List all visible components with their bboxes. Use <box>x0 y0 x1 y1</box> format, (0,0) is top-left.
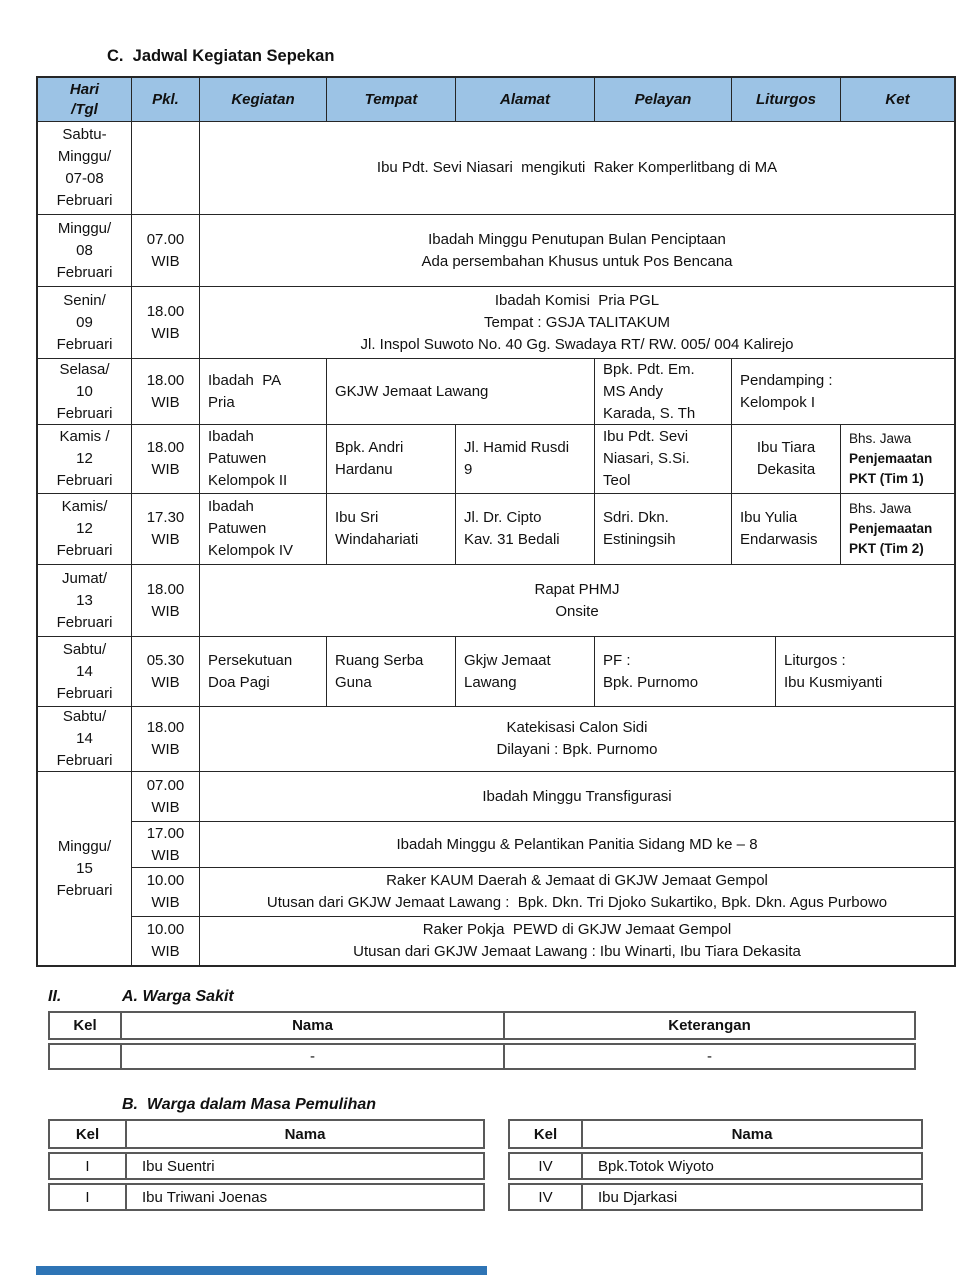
cell-text-line: Patuwen <box>208 520 267 537</box>
cell-text-line: 17.00 <box>146 824 185 842</box>
cell-text-line: Pria <box>208 393 235 411</box>
cell-text-line: 18.00 <box>146 439 185 456</box>
pemulihan-title: B. Warga dalam Masa Pemulihan <box>122 1096 377 1113</box>
cell-text-line: Sabtu/ <box>62 640 107 658</box>
schedule-cell <box>38 359 132 425</box>
cell-text-line: Ibu Kusmiyanti <box>784 673 883 691</box>
schedule-cell <box>132 637 200 707</box>
schedule-cell <box>132 122 200 215</box>
cell-text-line: 14 <box>76 730 93 747</box>
cell-text-line: Ibadah PA <box>208 371 282 389</box>
list-row <box>48 1183 485 1211</box>
warga-sakit-title: A. Warga Sakit <box>122 988 234 1005</box>
cell-text-line: Bpk. Purnomo <box>603 673 699 691</box>
schedule-cell <box>200 637 327 707</box>
cell-text-line: Guna <box>335 673 372 691</box>
cell-text-line: Kav. 31 Bedali <box>464 531 560 548</box>
cell-text-line: /Tgl <box>71 100 98 118</box>
cell-text-line: Februari <box>56 404 113 422</box>
schedule-cell <box>38 287 132 359</box>
column-header-ket <box>841 78 954 122</box>
schedule-cell <box>456 425 595 494</box>
list-column-header-keterangan: Keterangan <box>668 1017 751 1034</box>
cell-text-line: Kelompok II <box>208 472 288 489</box>
cell-text-line: Ket <box>885 90 910 108</box>
schedule-row <box>38 287 954 359</box>
cell-text-line: Ibadah Minggu & Pelantikan Panitia Sidang MD ke – 8 <box>396 835 758 853</box>
column-header-pkl <box>132 78 200 122</box>
list-cell: IV <box>510 1185 583 1209</box>
list-cell: Ibu Djarkasi <box>598 1188 678 1206</box>
schedule-cell <box>456 494 595 565</box>
column-header-liturgos <box>732 78 841 122</box>
cell-text-line: Rapat PHMJ <box>534 580 620 598</box>
list-column-header-kel: Kel <box>50 1121 127 1147</box>
cell-text-line: Februari <box>56 263 113 281</box>
schedule-cell <box>327 637 456 707</box>
schedule-cell <box>200 359 327 425</box>
cell-text-line: Jl. Inspol Suwoto No. 40 Gg. Swadaya RT/ RW. 005/ 004 Kalirejo <box>360 335 794 353</box>
column-header-tempat <box>327 78 456 122</box>
cell-text-line: Onsite <box>555 602 599 620</box>
cell-text-line: Karada, S. Th <box>603 404 696 422</box>
cell-text-line: Dekasita <box>756 461 816 478</box>
cell-text-line: Doa Pagi <box>208 673 270 691</box>
cell-text-line: 12 <box>76 520 93 537</box>
schedule-cell <box>132 425 200 494</box>
schedule-cell <box>595 359 732 425</box>
cell-text-line: 10.00 <box>146 872 185 889</box>
cell-text-line: Minggu/ <box>57 219 112 237</box>
cell-text-line: Februari <box>56 542 113 559</box>
cell-text-line: 12 <box>76 450 93 467</box>
schedule-cell <box>200 425 327 494</box>
cell-text-line: Ibu Pdt. Sevi Niasari mengikuti Raker Komperlitbang di MA <box>376 159 778 176</box>
schedule-row <box>38 565 954 637</box>
list-column-header-nama: Nama <box>284 1125 326 1143</box>
schedule-cell <box>132 359 200 425</box>
cell-text-line: 17.30 <box>146 509 185 526</box>
schedule-cell <box>200 215 954 287</box>
schedule-cell <box>132 215 200 287</box>
list-row <box>508 1152 923 1180</box>
list-header-row <box>48 1011 916 1040</box>
cell-text-line: Pkl. <box>152 90 179 108</box>
cell-text-line: Kegiatan <box>231 90 295 108</box>
cell-text-line: Kelompok IV <box>208 542 294 559</box>
list-cell: - <box>122 1045 505 1068</box>
cell-text-line: Utusan dari GKJW Jemaat Lawang : Ibu Winarti, Ibu Tiara Dekasita <box>353 943 801 960</box>
schedule-cell <box>776 637 954 707</box>
schedule-subrow <box>132 772 954 822</box>
cell-text-line: WIB <box>151 673 180 691</box>
cell-text-line: Februari <box>56 684 113 702</box>
list-cell: I <box>50 1185 127 1209</box>
cell-text-line: Alamat <box>499 90 551 108</box>
cell-text-line: Penjemaatan <box>849 451 933 466</box>
cell-text-line: Senin/ <box>63 291 106 309</box>
schedule-cell-time <box>132 917 200 965</box>
schedule-cell <box>732 494 841 565</box>
cell-text-line: Niasari, S.Si. <box>603 450 690 467</box>
cell-text-line: Ibu Tiara <box>756 439 816 456</box>
cell-text-line: Ibadah Minggu Penutupan Bulan Penciptaan <box>428 230 726 248</box>
schedule-cell <box>327 425 456 494</box>
schedule-cell <box>38 425 132 494</box>
cell-text-line: Ibadah Komisi Pria PGL <box>494 291 660 309</box>
cell-text-line: Patuwen <box>208 450 267 467</box>
cell-text-line: Februari <box>56 192 113 209</box>
schedule-cell-activity <box>200 868 954 917</box>
schedule-cell <box>200 287 954 359</box>
cell-text-line: Liturgos : <box>784 651 846 669</box>
schedule-cell-activity <box>200 822 954 868</box>
cell-text-line: WIB <box>151 393 180 411</box>
cell-text-line: Februari <box>56 335 113 353</box>
cell-text-line: WIB <box>151 798 180 816</box>
list-column-header-kel: Kel <box>50 1013 122 1038</box>
schedule-cell-time <box>132 822 200 868</box>
cell-text-line: Pelayan <box>634 90 692 108</box>
schedule-cell-time <box>132 868 200 917</box>
schedule-cell-activity <box>200 917 954 965</box>
column-header-pelayan <box>595 78 732 122</box>
schedule-row <box>38 215 954 287</box>
cell-text-line: Ibadah <box>208 498 254 515</box>
schedule-cell <box>200 707 954 772</box>
cell-text-line: 9 <box>464 461 473 478</box>
cell-text-line: Estiningsih <box>603 531 676 548</box>
schedule-subrow <box>132 868 954 917</box>
schedule-cell-time <box>132 772 200 822</box>
list-cell: Bpk.Totok Wiyoto <box>598 1157 714 1175</box>
cell-text-line: Ibadah <box>208 428 254 445</box>
cell-text-line: Ibu Pdt. Sevi <box>603 428 689 445</box>
cell-text-line: Minggu/ <box>57 148 112 165</box>
list-row <box>508 1183 923 1211</box>
cell-text-line: Kamis/ <box>61 498 108 515</box>
cell-text-line: 09 <box>76 313 93 331</box>
schedule-subrow <box>132 917 954 965</box>
list-header-row <box>508 1119 923 1149</box>
pemulihan-table-left <box>48 1119 485 1214</box>
cell-text-line: Tempat : GSJA TALITAKUM <box>484 313 670 331</box>
list-header-row <box>48 1119 485 1149</box>
cell-text-line: WIB <box>151 602 180 620</box>
cell-text-line: WIB <box>151 943 180 960</box>
cell-text-line: Jumat/ <box>61 569 107 587</box>
cell-text-line: Kelompok I <box>740 393 816 411</box>
cell-text-line: 10.00 <box>146 921 185 938</box>
cell-text-line: GKJW Jemaat Lawang <box>335 382 489 400</box>
cell-text-line: Penjemaatan <box>849 521 933 536</box>
cell-text-line: Februari <box>56 472 113 489</box>
list-cell: IV <box>510 1154 583 1178</box>
pemulihan-table-right <box>508 1119 923 1214</box>
schedule-row <box>38 359 954 425</box>
schedule-cell <box>595 494 732 565</box>
list-column-header-nama: Nama <box>731 1125 773 1143</box>
cell-text-line: Pendamping : <box>740 371 833 389</box>
cell-text-line: WIB <box>151 846 180 864</box>
list-column-header-kel: Kel <box>510 1121 583 1147</box>
cell-text-line: Minggu/ <box>57 837 112 855</box>
schedule-cell <box>38 707 132 772</box>
cell-text-line: Sabtu/ <box>62 708 107 725</box>
cell-text-line: Endarwasis <box>740 531 818 548</box>
cell-text-line: Ada persembahan Khusus untuk Pos Bencana <box>421 252 733 270</box>
cell-text-line: PKT (Tim 2) <box>849 541 924 556</box>
column-header-hari-tgl <box>38 78 132 122</box>
schedule-cell <box>38 122 132 215</box>
schedule-row <box>38 637 954 707</box>
cell-text-line: 15 <box>76 859 93 877</box>
cell-text-line: 18.00 <box>146 719 185 736</box>
schedule-cell <box>456 637 595 707</box>
cell-text-line: Windahariati <box>335 531 419 548</box>
cell-text-line: Raker KAUM Daerah & Jemaat di GKJW Jemaat Gempol <box>386 872 768 889</box>
schedule-cell <box>732 359 954 425</box>
cell-text-line: Kamis / <box>59 428 110 445</box>
schedule-cell <box>38 637 132 707</box>
cell-text-line: WIB <box>151 741 180 758</box>
cell-text-line: Ibadah Minggu Transfigurasi <box>482 787 672 805</box>
schedule-cell <box>327 359 595 425</box>
schedule-cell <box>200 494 327 565</box>
cell-text-line: Raker Pokja PEWD di GKJW Jemaat Gempol <box>422 921 732 938</box>
schedule-cell <box>132 707 200 772</box>
cell-text-line: Liturgos <box>756 90 816 108</box>
cell-text-line: 10 <box>76 382 93 400</box>
schedule-row <box>38 772 954 965</box>
schedule-cell-day <box>38 772 132 965</box>
schedule-cell <box>38 494 132 565</box>
column-header-kegiatan <box>200 78 327 122</box>
cell-text-line: 07.00 <box>146 230 185 248</box>
cell-text-line: 07-08 <box>65 170 104 187</box>
schedule-cell <box>595 637 776 707</box>
cell-text-line: PKT (Tim 1) <box>849 471 924 486</box>
cell-text-line: Bhs. Jawa <box>849 431 912 446</box>
schedule-cell <box>841 494 954 565</box>
cell-text-line: WIB <box>151 461 180 478</box>
cell-text-line: 18.00 <box>146 371 185 389</box>
cell-text-line: Sdri. Dkn. <box>603 509 669 526</box>
cell-text-line: Selasa/ <box>59 360 110 378</box>
schedule-subrow-stack <box>132 772 954 965</box>
list-cell: Ibu Suentri <box>142 1157 215 1175</box>
schedule-section-title: C. Jadwal Kegiatan Sepekan <box>107 47 335 65</box>
list-cell <box>50 1045 122 1068</box>
cell-text-line: Jl. Dr. Cipto <box>464 509 542 526</box>
schedule-cell <box>132 494 200 565</box>
cell-text-line: WIB <box>151 894 180 911</box>
list-cell: I <box>50 1154 127 1178</box>
cell-text-line: Tempat <box>364 90 418 108</box>
cell-text-line: 14 <box>76 662 93 680</box>
cell-text-line: Persekutuan <box>208 651 293 669</box>
schedule-cell <box>732 425 841 494</box>
bottom-blue-bar <box>36 1266 487 1275</box>
cell-text-line: Utusan dari GKJW Jemaat Lawang : Bpk. Dkn. Tri Djoko Sukartiko, Bpk. Dkn. Agus Purbowo <box>266 894 888 911</box>
warga-sakit-table <box>48 1011 916 1073</box>
schedule-cell <box>38 215 132 287</box>
cell-text-line: WIB <box>151 531 180 548</box>
schedule-cell <box>200 122 954 215</box>
cell-text-line: WIB <box>151 324 180 342</box>
schedule-row <box>38 494 954 565</box>
schedule-cell <box>132 287 200 359</box>
cell-text-line: Jl. Hamid Rusdi <box>464 439 570 456</box>
schedule-row <box>38 707 954 772</box>
cell-text-line: Ruang Serba <box>335 651 424 669</box>
cell-text-line: WIB <box>151 252 180 270</box>
cell-text-line: MS Andy <box>603 382 664 400</box>
cell-text-line: Sabtu- <box>62 126 107 143</box>
section-ii-numeral: II. <box>48 988 62 1005</box>
schedule-subrow <box>132 822 954 868</box>
list-cell: - <box>707 1048 712 1065</box>
schedule-cell <box>595 425 732 494</box>
list-row <box>48 1152 485 1180</box>
schedule-cell <box>38 565 132 637</box>
cell-text-line: Bhs. Jawa <box>849 501 912 516</box>
cell-text-line: Hari <box>69 80 100 98</box>
cell-text-line: Katekisasi Calon Sidi <box>506 719 648 736</box>
cell-text-line: 18.00 <box>146 580 185 598</box>
column-header-alamat <box>456 78 595 122</box>
cell-text-line: 05.30 <box>146 651 185 669</box>
schedule-row <box>38 425 954 494</box>
cell-text-line: 13 <box>76 591 93 609</box>
cell-text-line: Ibu Sri <box>335 509 379 526</box>
schedule-row <box>38 122 954 215</box>
schedule-cell <box>841 425 954 494</box>
cell-text-line: Ibu Yulia <box>740 509 798 526</box>
cell-text-line: 08 <box>76 241 93 259</box>
list-column-header-nama: Nama <box>122 1013 505 1038</box>
cell-text-line: Februari <box>56 613 113 631</box>
schedule-table <box>36 76 956 967</box>
list-row <box>48 1043 916 1070</box>
schedule-cell <box>132 565 200 637</box>
schedule-cell <box>200 565 954 637</box>
cell-text-line: Dilayani : Bpk. Purnomo <box>496 741 658 758</box>
cell-text-line: Bpk. Pdt. Em. <box>603 360 695 378</box>
schedule-header-row <box>38 78 954 122</box>
cell-text-line: PF : <box>603 651 631 669</box>
cell-text-line: Lawang <box>464 673 517 691</box>
schedule-cell-activity <box>200 772 954 822</box>
schedule-cell <box>327 494 456 565</box>
cell-text-line: Hardanu <box>335 461 393 478</box>
cell-text-line: 18.00 <box>146 302 185 320</box>
cell-text-line: Februari <box>56 752 113 769</box>
list-cell: Ibu Triwani Joenas <box>142 1188 268 1206</box>
cell-text-line: Februari <box>56 881 113 899</box>
cell-text-line: 07.00 <box>146 776 185 794</box>
cell-text-line: Gkjw Jemaat <box>464 651 551 669</box>
cell-text-line: Bpk. Andri <box>335 439 404 456</box>
cell-text-line: Teol <box>603 472 631 489</box>
